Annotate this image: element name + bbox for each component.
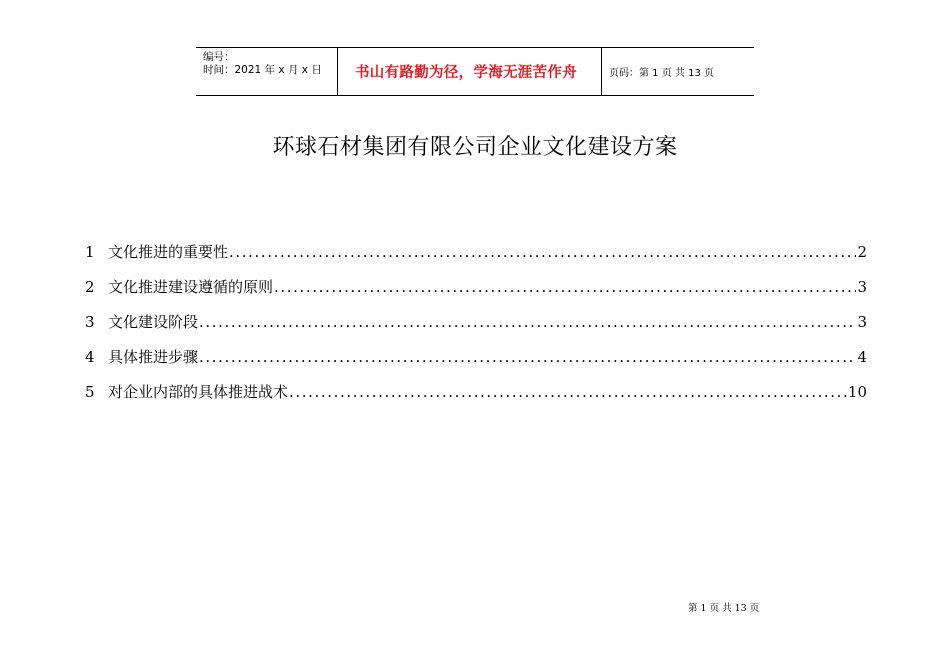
toc-page-number: 3	[857, 278, 867, 296]
toc-page-number: 4	[857, 348, 867, 366]
toc-text: 对企业内部的具体推进战术	[108, 383, 289, 401]
toc-number: 4	[85, 348, 95, 366]
toc-text: 文化建设阶段	[108, 313, 199, 331]
toc-number: 2	[85, 278, 95, 296]
toc-leader	[274, 278, 856, 296]
motto-text: 书山有路勤为径，学海无涯苦作舟	[355, 65, 577, 81]
toc-leader	[289, 383, 847, 401]
document-title: 环球石材集团有限公司企业文化建设方案	[272, 135, 678, 160]
header-meta-cell	[196, 48, 338, 95]
toc-item-4[interactable]	[85, 346, 867, 381]
number-label: 编号：	[203, 51, 235, 63]
toc-leader	[199, 313, 856, 331]
page-header	[196, 47, 754, 96]
toc-number: 1	[85, 243, 95, 261]
toc-text: 文化推进建设遵循的原则	[108, 278, 274, 296]
page-footer: 第 1 页 共 13 页	[688, 603, 760, 614]
toc-item-3[interactable]	[85, 311, 867, 346]
table-of-contents	[85, 241, 867, 416]
toc-leader	[229, 243, 856, 261]
header-page-cell	[602, 48, 754, 95]
page-info: 页码：第 1 页 共 13 页	[609, 68, 714, 79]
toc-page-number: 3	[857, 313, 867, 331]
toc-number: 3	[85, 313, 95, 331]
toc-text: 文化推进的重要性	[108, 243, 229, 261]
toc-text: 具体推进步骤	[108, 348, 199, 366]
toc-item-2[interactable]	[85, 276, 867, 311]
time-label: 时间：2021 年 x 月 x 日	[203, 64, 322, 76]
header-motto-cell	[338, 48, 602, 95]
toc-number: 5	[85, 383, 95, 401]
toc-page-number: 10	[847, 383, 867, 401]
toc-item-1[interactable]	[85, 241, 867, 276]
toc-item-5[interactable]	[85, 381, 867, 416]
toc-leader	[199, 348, 856, 366]
toc-page-number: 2	[857, 243, 867, 261]
